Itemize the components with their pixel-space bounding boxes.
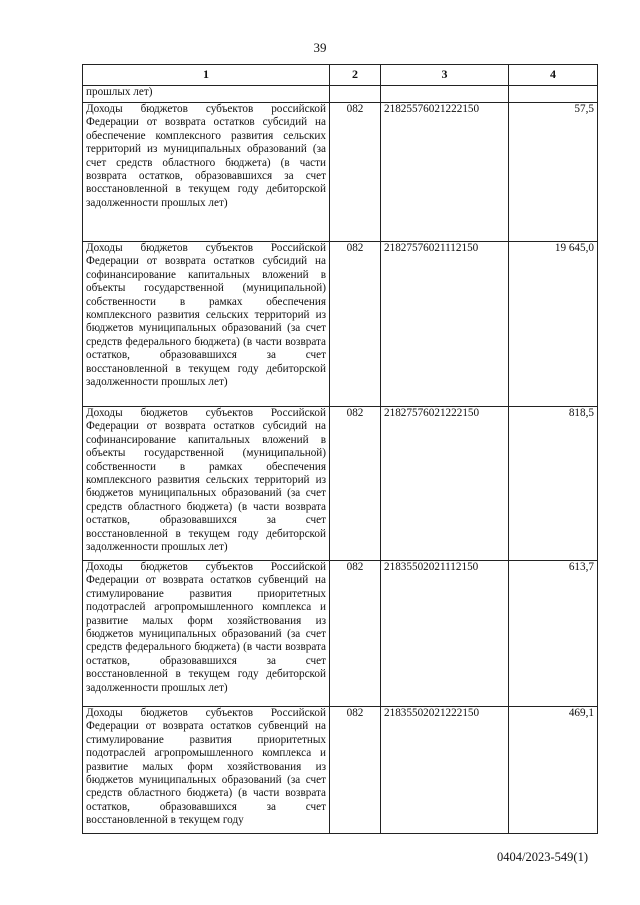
revenue-table xyxy=(82,64,598,834)
row-amount xyxy=(509,86,598,103)
row-admin-code: 082 xyxy=(330,242,381,407)
row-description: Доходы бюджетов субъектов Российской Федерации от возврата остатков субвенций на стимулирование развития приоритетных подотраслей агропромышленного комплекса и развитие малых форм хозяйствования из бюджетов муниципальных образований (за счет средств федерального бюджета) (в части возврата остатков, образовавшихся за счет восстановленной в текущем году дебиторской задолженности прошлых лет) xyxy=(83,561,330,707)
column-header-1: 1 xyxy=(83,65,330,86)
table-row xyxy=(83,103,598,242)
table-row xyxy=(83,561,598,707)
row-budget-code xyxy=(381,86,509,103)
table-row xyxy=(83,86,598,103)
row-amount: 19 645,0 xyxy=(509,242,598,407)
row-description: Доходы бюджетов субъектов Российской Федерации от возврата остатков субвенций на стимулирование развития приоритетных подотраслей агропромышленного комплекса и развитие малых форм хозяйствования из бюджетов муниципальных образований (за счет средств областного бюджета) (в части возврата остатков, образовавшихся за счет восстановленной в текущем году xyxy=(83,707,330,834)
row-admin-code: 082 xyxy=(330,561,381,707)
row-description: Доходы бюджетов субъектов Российской Федерации от возврата остатков субсидий на софинансирование капитальных вложений в объекты государственной (муниципальной) собственности в рамках обеспечения комплексного развития сельских территорий из бюджетов муниципальных образований (за счет средств федерального бюджета) (в части возврата остатков, образовавшихся за счет восстановленной в текущем году дебиторской задолженности прошлых лет) xyxy=(83,242,330,407)
row-amount: 613,7 xyxy=(509,561,598,707)
table-row xyxy=(83,407,598,561)
row-admin-code: 082 xyxy=(330,407,381,561)
row-budget-code: 21835502021112150 xyxy=(381,561,509,707)
row-admin-code xyxy=(330,86,381,103)
table-row xyxy=(83,707,598,834)
row-budget-code: 21827576021112150 xyxy=(381,242,509,407)
row-amount: 469,1 xyxy=(509,707,598,834)
row-description: прошлых лет) xyxy=(83,86,330,103)
row-description: Доходы бюджетов субъектов российской Федерации от возврата остатков субсидий на обеспечение комплексного развития сельских территорий из муниципальных образований (за счет средств областного бюджета) (в части возврата остатков, образовавшихся за счет восстановленной в текущем году дебиторской задолженности прошлых лет) xyxy=(83,103,330,242)
row-admin-code: 082 xyxy=(330,103,381,242)
column-header-2: 2 xyxy=(330,65,381,86)
table-header-row xyxy=(83,65,598,86)
row-amount: 818,5 xyxy=(509,407,598,561)
row-budget-code: 21827576021222150 xyxy=(381,407,509,561)
document-id: 0404/2023-549(1) xyxy=(497,850,588,864)
table-row xyxy=(83,242,598,407)
row-budget-code: 21825576021222150 xyxy=(381,103,509,242)
row-budget-code: 21835502021222150 xyxy=(381,707,509,834)
column-header-3: 3 xyxy=(381,65,509,86)
column-header-4: 4 xyxy=(509,65,598,86)
page-number: 39 xyxy=(313,40,327,55)
row-amount: 57,5 xyxy=(509,103,598,242)
row-description: Доходы бюджетов субъектов Российской Федерации от возврата остатков субсидий на софинансирование капитальных вложений в объекты государственной (муниципальной) собственности в рамках обеспечения комплексного развития сельских территорий из бюджетов муниципальных образований (за счет средств областного бюджета) (в части возврата остатков, образовавшихся за счет восстановленной в текущем году дебиторской задолженности прошлых лет) xyxy=(83,407,330,561)
row-admin-code: 082 xyxy=(330,707,381,834)
